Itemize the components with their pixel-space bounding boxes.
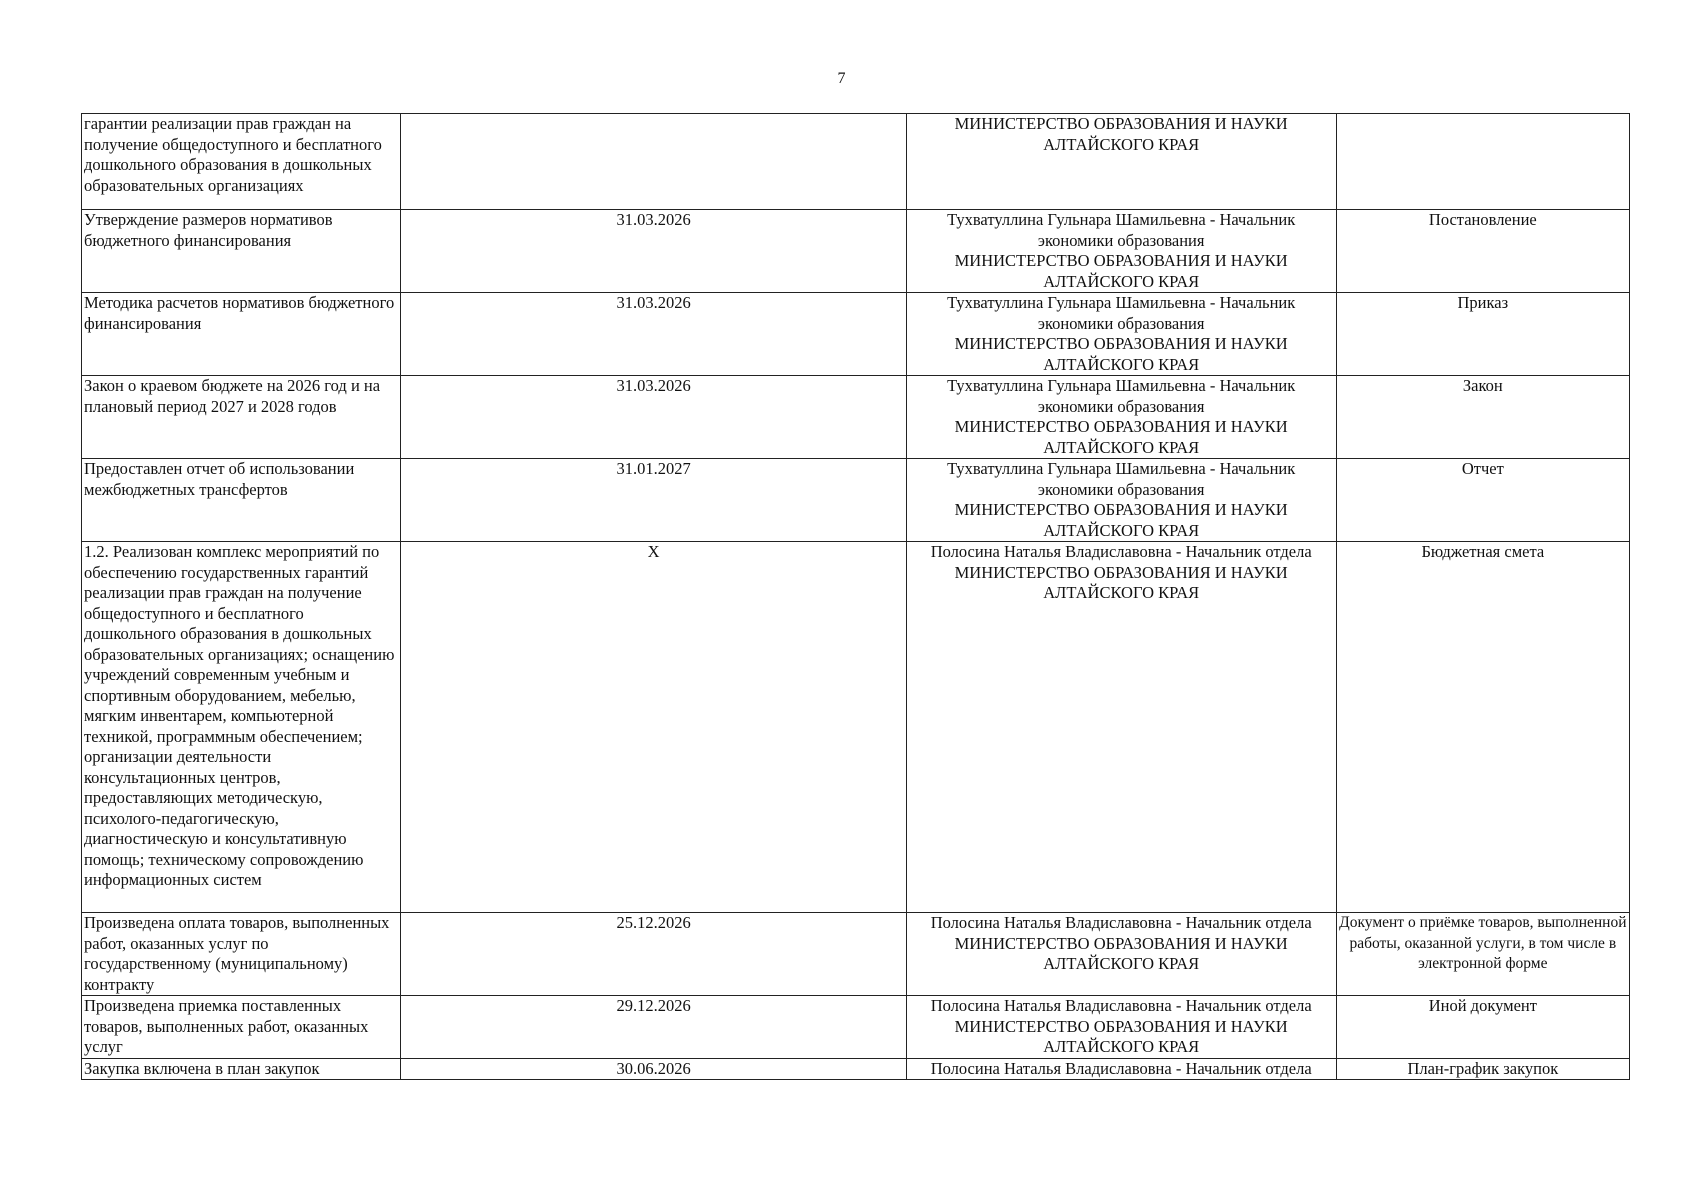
date-cell: 31.03.2026 [401,293,906,376]
measure-name-cell: Утверждение размеров нормативов бюджетного финансирования [82,210,401,293]
responsible-org-line: АЛТАЙСКОГО КРАЯ [1043,1037,1200,1056]
measure-name-cell: Произведена приемка поставленных товаров, выполненных работ, оказанных услуг [82,996,401,1059]
document-type-cell: Постановление [1336,210,1629,293]
responsible-dept-line: экономики образования [1037,479,1205,499]
responsible-cell [906,210,1336,293]
responsible-org-line: МИНИСТЕРСТВО ОБРАЗОВАНИЯ И НАУКИ [954,417,1288,436]
responsible-org-line: АЛТАЙСКОГО КРАЯ [1043,583,1200,602]
responsible-cell [906,376,1336,459]
document-type-cell [1336,114,1629,210]
responsible-person-line: Тухватуллина Гульнара Шамильевна - Начальник [947,459,1296,478]
responsible-dept-line: экономики образования [1037,396,1205,416]
measures-table [81,113,1630,1080]
measure-name-cell: гарантии реализации прав граждан на получение общедоступного и бесплатного дошкольного образования в дошкольных образовательных организациях [82,114,401,210]
table-row [82,376,1630,459]
table-row [82,996,1630,1059]
responsible-org-line: АЛТАЙСКОГО КРАЯ [1043,520,1200,540]
responsible-org-line: МИНИСТЕРСТВО ОБРАЗОВАНИЯ И НАУКИ [954,334,1288,353]
responsible-org-line: МИНИСТЕРСТВО ОБРАЗОВАНИЯ И НАУКИ [954,500,1288,519]
page-number: 7 [837,70,846,87]
measure-name-cell: Закупка включена в план закупок [82,1058,401,1080]
responsible-person-line: Тухватуллина Гульнара Шамильевна - Начальник [947,210,1296,229]
responsible-cell [906,459,1336,542]
responsible-cell [906,293,1336,376]
table-row [82,913,1630,996]
responsible-org-line: МИНИСТЕРСТВО ОБРАЗОВАНИЯ И НАУКИ [954,114,1288,133]
measure-name-cell: Произведена оплата товаров, выполненных работ, оказанных услуг по государственному (муниципальному) контракту [82,913,401,996]
document-type-cell: Приказ [1336,293,1629,376]
responsible-org-line: АЛТАЙСКОГО КРАЯ [1043,271,1200,291]
responsible-org-line: АЛТАЙСКОГО КРАЯ [1043,437,1200,457]
date-cell: 31.01.2027 [401,459,906,542]
responsible-person-line: Тухватуллина Гульнара Шамильевна - Начальник [947,293,1296,312]
date-cell: 31.03.2026 [401,376,906,459]
date-cell: 31.03.2026 [401,210,906,293]
responsible-cell [906,913,1336,996]
responsible-org-line: АЛТАЙСКОГО КРАЯ [1043,134,1200,154]
responsible-person-line: Полосина Наталья Владиславовна - Начальник отдела [930,542,1312,561]
document-type-cell: Отчет [1336,459,1629,542]
responsible-org-line: МИНИСТЕРСТВО ОБРАЗОВАНИЯ И НАУКИ [954,562,1288,582]
table-row [82,114,1630,210]
date-cell: 29.12.2026 [401,996,906,1059]
responsible-org-line: МИНИСТЕРСТВО ОБРАЗОВАНИЯ И НАУКИ [954,1016,1288,1036]
responsible-cell [906,542,1336,913]
table-row [82,459,1630,542]
date-cell: 30.06.2026 [401,1058,906,1080]
responsible-person-line: Тухватуллина Гульнара Шамильевна - Начальник [947,376,1296,395]
responsible-cell [906,114,1336,210]
responsible-org-line: АЛТАЙСКОГО КРАЯ [1043,354,1200,374]
document-type-cell: Бюджетная смета [1336,542,1629,913]
measure-name-cell: 1.2. Реализован комплекс мероприятий по обеспечению государственных гарантий реализации прав граждан на получение общедоступного и бесплатного дошкольного образования в дошкольных образовательных организациях; оснащению учреждений современным учебным и спортивным оборудованием, мебелью, мягким инвентарем, компьютерной техникой, программным обеспечением; организации деятельности консультационных центров, предоставляющих методическую, психолого-педагогическую, диагностическую и консультативную помощь; техническому сопровождению информационных систем [82,542,401,913]
responsible-org-line: МИНИСТЕРСТВО ОБРАЗОВАНИЯ И НАУКИ [954,251,1288,270]
responsible-org-line: АЛТАЙСКОГО КРАЯ [1043,954,1200,973]
table-row [82,542,1630,913]
table-row [82,1058,1630,1080]
table-row [82,293,1630,376]
document-type-cell: План-график закупок [1336,1058,1629,1080]
responsible-org-line: МИНИСТЕРСТВО ОБРАЗОВАНИЯ И НАУКИ [954,933,1288,953]
measure-name-cell: Методика расчетов нормативов бюджетного финансирования [82,293,401,376]
responsible-cell [906,1058,1336,1080]
date-cell: 25.12.2026 [401,913,906,996]
date-cell: X [401,542,906,913]
responsible-dept-line: экономики образования [1037,313,1205,333]
responsible-person-line: Полосина Наталья Владиславовна - Начальник отдела [930,1058,1312,1078]
date-cell [401,114,906,210]
measure-name-cell: Предоставлен отчет об использовании межбюджетных трансфертов [82,459,401,542]
table-row [82,210,1630,293]
measure-name-cell: Закон о краевом бюджете на 2026 год и на плановый период 2027 и 2028 годов [82,376,401,459]
document-type-cell: Закон [1336,376,1629,459]
document-type-cell: Иной документ [1336,996,1629,1059]
responsible-person-line: Полосина Наталья Владиславовна - Начальник отдела [930,996,1312,1015]
responsible-dept-line: экономики образования [1037,230,1205,250]
responsible-cell [906,996,1336,1059]
responsible-person-line: Полосина Наталья Владиславовна - Начальник отдела [930,913,1312,932]
document-type-cell: Документ о приёмке товаров, выполненной работы, оказанной услуги, в том числе в электронной форме [1336,913,1629,996]
